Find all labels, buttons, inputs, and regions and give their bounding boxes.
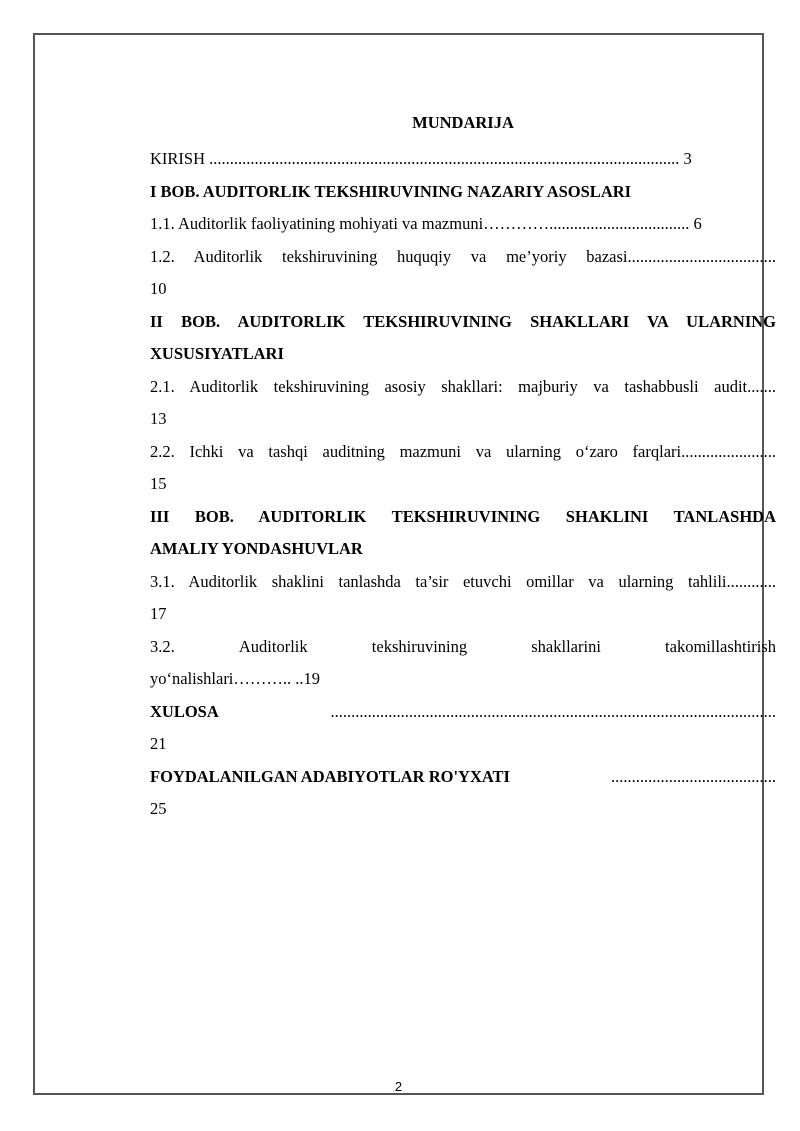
- toc-entry-3-1-page: 17: [150, 604, 167, 623]
- page-number: 2: [394, 1079, 403, 1094]
- toc-entry-3-2-word: tekshiruvining: [371, 636, 468, 656]
- toc-entry-2-1: 2.1. Auditorlik tekshiruvining asosiy shakllari: majburiy va tashabbusli audit.......: [150, 376, 776, 396]
- toc-entry-xulosa-label: XULOSA: [150, 701, 219, 721]
- toc-entry-2-1-page: 13: [150, 409, 167, 428]
- toc-entry-xulosa: [150, 696, 776, 729]
- toc-title: MUNDARIJA: [412, 113, 514, 132]
- toc-entry-1-2: 1.2. Auditorlik tekshiruvining huquqiy va me’yoriy bazasi....................................: [150, 246, 776, 266]
- toc-entry-1-1: 1.1. Auditorlik faoliyatining mohiyati va mazmuni………….................................. 6: [150, 214, 702, 233]
- toc-entry-references-dots: ........................................: [611, 766, 776, 786]
- toc-entry-3-2-word: 3.2.: [150, 636, 175, 656]
- toc-entry-xulosa-page: 21: [150, 734, 167, 753]
- toc-entry-3-2-word: shakllarini: [531, 636, 601, 656]
- toc-entry-1-2-page: 10: [150, 279, 167, 298]
- toc-chapter-3-heading: III BOB. AUDITORLIK TEKSHIRUVINING SHAKLINI TANLASHDA: [150, 506, 776, 526]
- table-of-contents: [150, 111, 776, 826]
- toc-entry-kirish: KIRISH .................................................................................................................. 3: [150, 149, 692, 168]
- toc-entry-3-2: [150, 631, 776, 664]
- toc-entry-references-page: 25: [150, 799, 167, 818]
- document-page: [33, 33, 776, 1095]
- toc-entry-3-2-cont: yo‘nalishlari……….. ..19: [150, 669, 321, 688]
- toc-entry-references: [150, 761, 776, 794]
- toc-entry-2-2: 2.2. Ichki va tashqi auditning mazmuni va ularning o‘zaro farqlari.......................: [150, 441, 776, 461]
- toc-entry-xulosa-dots: ............................................................................................................: [330, 701, 776, 721]
- toc-entry-references-label: FOYDALANILGAN ADABIYOTLAR RO'YXATI: [150, 766, 510, 786]
- toc-entry-3-2-word: Auditorlik: [238, 636, 308, 656]
- toc-chapter-2-heading-cont: XUSUSIYATLARI: [150, 344, 284, 363]
- toc-chapter-2-heading: II BOB. AUDITORLIK TEKSHIRUVINING SHAKLLARI VA ULARNING: [150, 311, 776, 331]
- toc-entry-2-2-page: 15: [150, 474, 167, 493]
- toc-chapter-1-heading: I BOB. AUDITORLIK TEKSHIRUVINING NAZARIY ASOSLARI: [150, 181, 632, 201]
- toc-chapter-3-heading-cont: AMALIY YONDASHUVLAR: [150, 539, 363, 558]
- toc-entry-3-1: 3.1. Auditorlik shaklini tanlashda ta’sir etuvchi omillar va ularning tahlili............: [150, 571, 776, 591]
- toc-entry-3-2-word: takomillashtirish: [665, 636, 776, 656]
